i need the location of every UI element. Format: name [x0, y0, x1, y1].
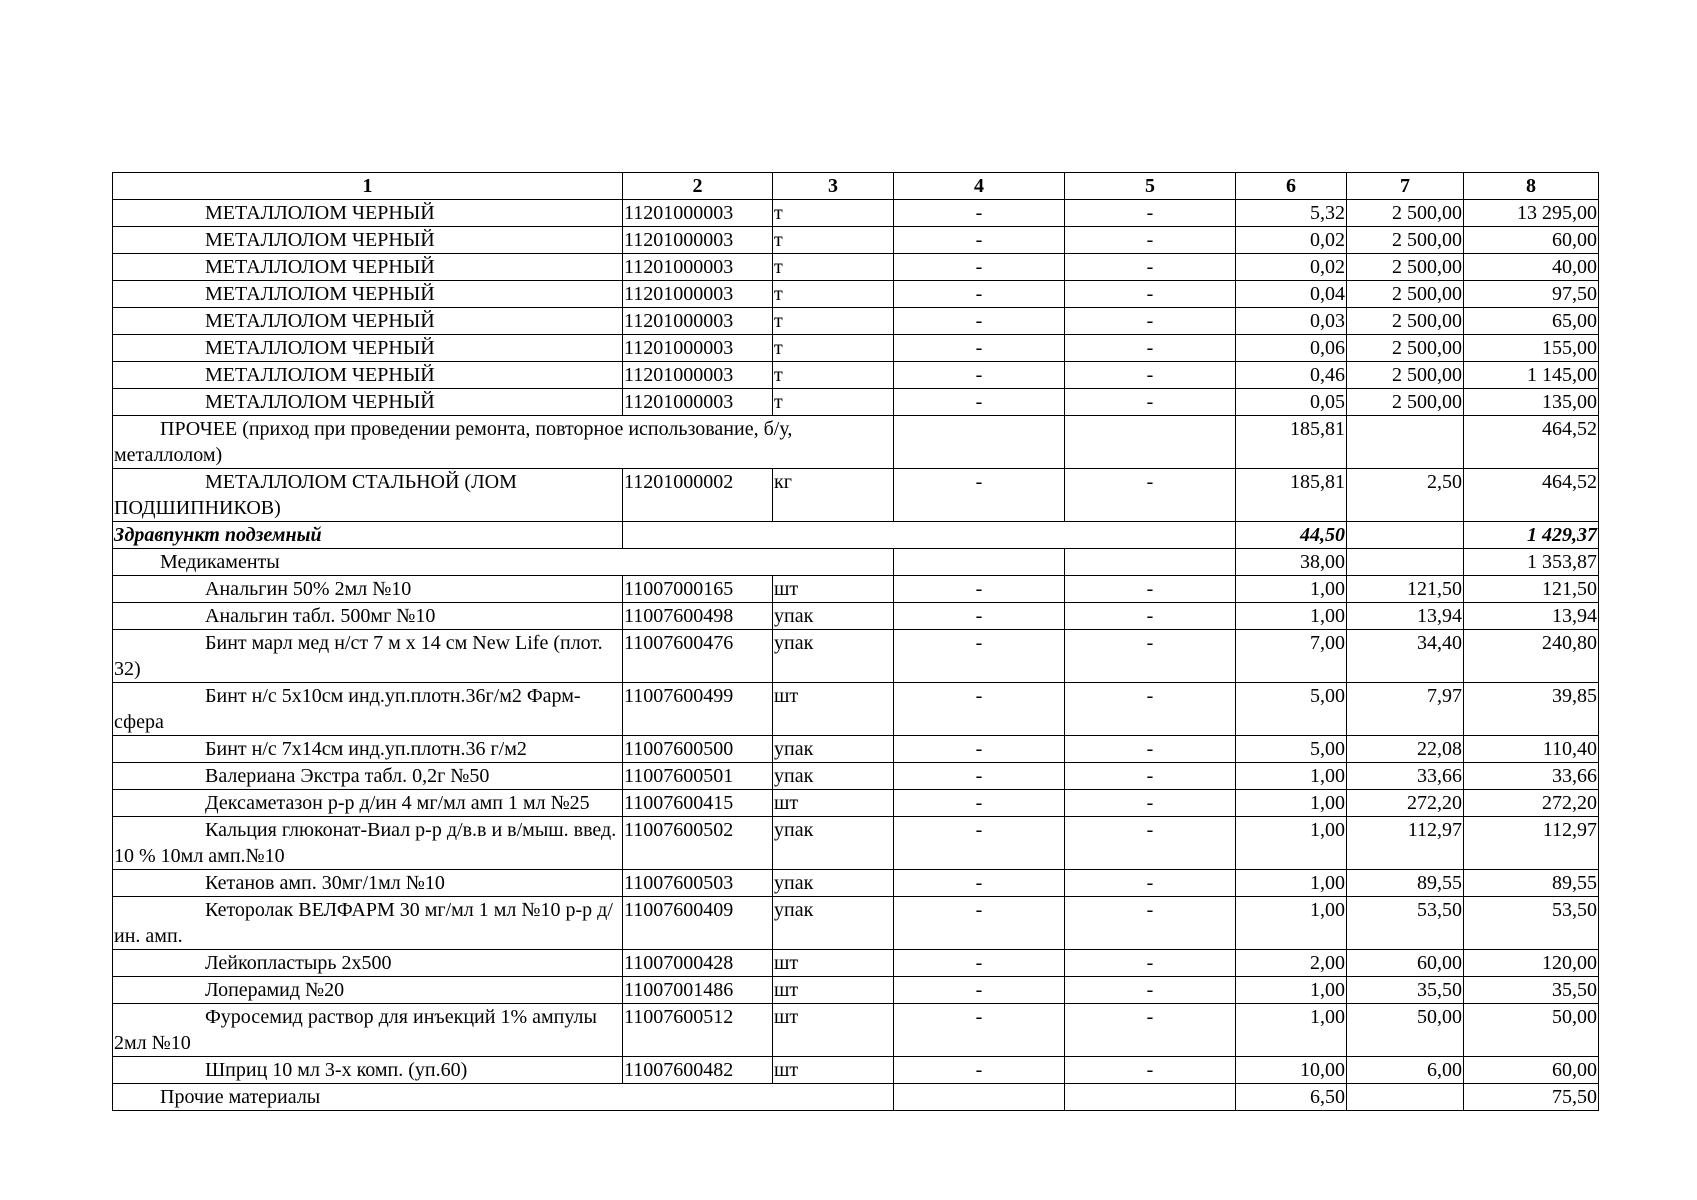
price-cell: 2 500,00 [1347, 254, 1464, 281]
item-unit-cell: шт [773, 1057, 894, 1084]
col5-cell: - [1065, 603, 1236, 630]
quantity-cell: 0,03 [1236, 308, 1347, 335]
item-code-cell: 11007000428 [623, 950, 773, 977]
price-cell: 33,66 [1347, 763, 1464, 790]
sum-cell: 464,52 [1464, 469, 1599, 522]
col4-cell: - [894, 335, 1065, 362]
quantity-cell: 2,00 [1236, 950, 1347, 977]
col4-cell: - [894, 576, 1065, 603]
price-cell: 2 500,00 [1347, 281, 1464, 308]
item-name-cell: Фуросемид раствор для инъекций 1% ампулы 2мл №10 [113, 1004, 623, 1057]
table-row [113, 736, 1599, 763]
price-cell: 89,55 [1347, 870, 1464, 897]
col5-cell: - [1065, 897, 1236, 950]
item-name-cell: Бинт марл мед н/ст 7 м х 14 см New Life (плот. 32) [113, 630, 623, 683]
col5-cell: - [1065, 763, 1236, 790]
item-name-cell: Кальция глюконат-Виал р-р д/в.в и в/мыш. введ. 10 % 10мл амп.№10 [113, 817, 623, 870]
item-name-cell: МЕТАЛЛОЛОМ ЧЕРНЫЙ [113, 389, 623, 416]
item-name-cell: Анальгин 50% 2мл №10 [113, 576, 623, 603]
quantity-cell: 5,00 [1236, 683, 1347, 736]
sum-cell: 60,00 [1464, 227, 1599, 254]
section-blank-cell [623, 522, 1236, 549]
item-name-cell: Кетанов амп. 30мг/1мл №10 [113, 870, 623, 897]
col5-cell: - [1065, 308, 1236, 335]
quantity-cell: 0,46 [1236, 362, 1347, 389]
table-row [113, 281, 1599, 308]
col5-cell: - [1065, 1004, 1236, 1057]
item-code-cell: 11007600415 [623, 790, 773, 817]
item-unit-cell: т [773, 335, 894, 362]
col5-cell: - [1065, 870, 1236, 897]
item-unit-cell: упак [773, 763, 894, 790]
quantity-cell: 1,00 [1236, 817, 1347, 870]
item-name-cell: Бинт н/с 7х14см инд.уп.плотн.36 г/м2 [113, 736, 623, 763]
item-name-cell: Бинт н/с 5х10см инд.уп.плотн.36г/м2 Фарм-сфера [113, 683, 623, 736]
table-row [113, 897, 1599, 950]
col5-cell: - [1065, 389, 1236, 416]
item-code-cell: 11007600409 [623, 897, 773, 950]
item-unit-cell: т [773, 227, 894, 254]
quantity-cell: 1,00 [1236, 576, 1347, 603]
item-code-cell: 11007600476 [623, 630, 773, 683]
table-row [113, 630, 1599, 683]
price-cell: 35,50 [1347, 977, 1464, 1004]
quantity-cell: 1,00 [1236, 870, 1347, 897]
item-name-cell: Дексаметазон р-р д/ин 4 мг/мл амп 1 мл №25 [113, 790, 623, 817]
col4-cell: - [894, 977, 1065, 1004]
table-row [113, 870, 1599, 897]
col4-cell: - [894, 1057, 1065, 1084]
table-row [113, 763, 1599, 790]
item-unit-cell: шт [773, 977, 894, 1004]
sum-cell: 65,00 [1464, 308, 1599, 335]
table-row [113, 576, 1599, 603]
sum-cell: 121,50 [1464, 576, 1599, 603]
table-row [113, 362, 1599, 389]
quantity-cell: 1,00 [1236, 1004, 1347, 1057]
quantity-cell: 44,50 [1236, 522, 1347, 549]
header-cell: 4 [894, 173, 1065, 200]
col4-cell: - [894, 603, 1065, 630]
quantity-cell: 185,81 [1236, 416, 1347, 469]
item-unit-cell: шт [773, 576, 894, 603]
col4-cell: - [894, 736, 1065, 763]
quantity-cell: 1,00 [1236, 763, 1347, 790]
quantity-cell: 0,04 [1236, 281, 1347, 308]
sum-cell: 40,00 [1464, 254, 1599, 281]
price-cell: 2 500,00 [1347, 200, 1464, 227]
header-row [113, 173, 1599, 200]
item-name-cell: Шприц 10 мл 3-х комп. (уп.60) [113, 1057, 623, 1084]
item-code-cell: 11201000002 [623, 469, 773, 522]
price-cell: 34,40 [1347, 630, 1464, 683]
header-cell: 6 [1236, 173, 1347, 200]
col5-cell: - [1065, 1057, 1236, 1084]
col4-cell: - [894, 790, 1065, 817]
price-cell: 112,97 [1347, 817, 1464, 870]
table-row [113, 308, 1599, 335]
price-cell: 2 500,00 [1347, 308, 1464, 335]
col4-cell: - [894, 389, 1065, 416]
price-cell [1347, 549, 1464, 576]
quantity-cell: 7,00 [1236, 630, 1347, 683]
group-row [113, 1084, 1599, 1111]
sum-cell: 13,94 [1464, 603, 1599, 630]
item-unit-cell: т [773, 200, 894, 227]
price-cell: 2,50 [1347, 469, 1464, 522]
header-cell: 3 [773, 173, 894, 200]
item-code-cell: 11201000003 [623, 254, 773, 281]
table-row [113, 683, 1599, 736]
header-cell: 1 [113, 173, 623, 200]
item-code-cell: 11007001486 [623, 977, 773, 1004]
col5-cell: - [1065, 950, 1236, 977]
sum-cell: 1 429,37 [1464, 522, 1599, 549]
sum-cell: 39,85 [1464, 683, 1599, 736]
table-row [113, 200, 1599, 227]
table-row [113, 603, 1599, 630]
col4-cell: - [894, 897, 1065, 950]
table-row [113, 977, 1599, 1004]
item-unit-cell: кг [773, 469, 894, 522]
price-cell [1347, 522, 1464, 549]
sum-cell: 1 353,87 [1464, 549, 1599, 576]
item-code-cell: 11007600498 [623, 603, 773, 630]
price-cell: 2 500,00 [1347, 227, 1464, 254]
item-code-cell: 11201000003 [623, 227, 773, 254]
table-row [113, 389, 1599, 416]
price-cell: 53,50 [1347, 897, 1464, 950]
quantity-cell: 1,00 [1236, 897, 1347, 950]
item-unit-cell: упак [773, 817, 894, 870]
item-unit-cell: упак [773, 870, 894, 897]
quantity-cell: 0,02 [1236, 227, 1347, 254]
col5-cell: - [1065, 200, 1236, 227]
item-code-cell: 11201000003 [623, 389, 773, 416]
col5-cell: - [1065, 227, 1236, 254]
table-row [113, 254, 1599, 281]
quantity-cell: 1,00 [1236, 790, 1347, 817]
group-row [113, 416, 1599, 469]
col4-cell: - [894, 763, 1065, 790]
table-row [113, 227, 1599, 254]
col5-cell: - [1065, 254, 1236, 281]
quantity-cell: 10,00 [1236, 1057, 1347, 1084]
item-unit-cell: упак [773, 736, 894, 763]
item-unit-cell: т [773, 362, 894, 389]
price-cell: 7,97 [1347, 683, 1464, 736]
group-row [113, 549, 1599, 576]
header-cell: 2 [623, 173, 773, 200]
sum-cell: 464,52 [1464, 416, 1599, 469]
sum-cell: 35,50 [1464, 977, 1599, 1004]
price-cell: 13,94 [1347, 603, 1464, 630]
quantity-cell: 1,00 [1236, 603, 1347, 630]
item-name-cell: Кеторолак ВЕЛФАРМ 30 мг/мл 1 мл №10 р-р д/ин. амп. [113, 897, 623, 950]
price-cell: 50,00 [1347, 1004, 1464, 1057]
col5-cell: - [1065, 335, 1236, 362]
item-unit-cell: шт [773, 950, 894, 977]
item-code-cell: 11007600503 [623, 870, 773, 897]
sum-cell: 13 295,00 [1464, 200, 1599, 227]
quantity-cell: 0,05 [1236, 389, 1347, 416]
col5-cell: - [1065, 736, 1236, 763]
table-row [113, 950, 1599, 977]
item-unit-cell: т [773, 308, 894, 335]
col5-cell: - [1065, 790, 1236, 817]
sum-cell: 33,66 [1464, 763, 1599, 790]
col4-cell: - [894, 683, 1065, 736]
table-row [113, 1057, 1599, 1084]
price-cell: 272,20 [1347, 790, 1464, 817]
table-row [113, 790, 1599, 817]
sum-cell: 60,00 [1464, 1057, 1599, 1084]
sum-cell: 272,20 [1464, 790, 1599, 817]
item-code-cell: 11007600499 [623, 683, 773, 736]
quantity-cell: 5,32 [1236, 200, 1347, 227]
price-cell: 121,50 [1347, 576, 1464, 603]
item-unit-cell: упак [773, 897, 894, 950]
col5-cell: - [1065, 817, 1236, 870]
item-name-cell: МЕТАЛЛОЛОМ ЧЕРНЫЙ [113, 200, 623, 227]
section-row [113, 522, 1599, 549]
col5-cell [1065, 416, 1236, 469]
col5-cell [1065, 1084, 1236, 1111]
col4-cell: - [894, 362, 1065, 389]
item-name-cell: МЕТАЛЛОЛОМ ЧЕРНЫЙ [113, 254, 623, 281]
sum-cell: 89,55 [1464, 870, 1599, 897]
price-cell [1347, 416, 1464, 469]
item-name-cell: Лейкопластырь 2х500 [113, 950, 623, 977]
quantity-cell: 6,50 [1236, 1084, 1347, 1111]
table-row [113, 469, 1599, 522]
item-name-cell: МЕТАЛЛОЛОМ ЧЕРНЫЙ [113, 362, 623, 389]
col5-cell: - [1065, 977, 1236, 1004]
item-unit-cell: шт [773, 683, 894, 736]
col4-cell: - [894, 308, 1065, 335]
col4-cell: - [894, 630, 1065, 683]
sum-cell: 112,97 [1464, 817, 1599, 870]
col4-cell: - [894, 950, 1065, 977]
col4-cell: - [894, 281, 1065, 308]
col4-cell [894, 416, 1065, 469]
sum-cell: 155,00 [1464, 335, 1599, 362]
item-name-cell: Лоперамид №20 [113, 977, 623, 1004]
col4-cell: - [894, 200, 1065, 227]
group-name-cell: Прочие материалы [113, 1084, 894, 1111]
price-cell: 2 500,00 [1347, 389, 1464, 416]
group-name-cell: Медикаменты [113, 549, 894, 576]
sum-cell: 75,50 [1464, 1084, 1599, 1111]
price-cell: 2 500,00 [1347, 335, 1464, 362]
quantity-cell: 5,00 [1236, 736, 1347, 763]
item-code-cell: 11201000003 [623, 362, 773, 389]
price-cell: 2 500,00 [1347, 362, 1464, 389]
price-cell: 6,00 [1347, 1057, 1464, 1084]
item-code-cell: 11007000165 [623, 576, 773, 603]
item-name-cell: МЕТАЛЛОЛОМ ЧЕРНЫЙ [113, 281, 623, 308]
sum-cell: 135,00 [1464, 389, 1599, 416]
col5-cell: - [1065, 630, 1236, 683]
header-cell: 7 [1347, 173, 1464, 200]
col4-cell: - [894, 817, 1065, 870]
col4-cell [894, 549, 1065, 576]
col5-cell [1065, 549, 1236, 576]
col4-cell: - [894, 1004, 1065, 1057]
price-cell [1347, 1084, 1464, 1111]
item-name-cell: Анальгин табл. 500мг №10 [113, 603, 623, 630]
sum-cell: 240,80 [1464, 630, 1599, 683]
item-name-cell: МЕТАЛЛОЛОМ ЧЕРНЫЙ [113, 335, 623, 362]
item-name-cell: МЕТАЛЛОЛОМ СТАЛЬНОЙ (ЛОМ ПОДШИПНИКОВ) [113, 469, 623, 522]
header-cell: 8 [1464, 173, 1599, 200]
col5-cell: - [1065, 281, 1236, 308]
sum-cell: 97,50 [1464, 281, 1599, 308]
item-unit-cell: шт [773, 1004, 894, 1057]
item-code-cell: 11201000003 [623, 200, 773, 227]
item-name-cell: МЕТАЛЛОЛОМ ЧЕРНЫЙ [113, 227, 623, 254]
item-code-cell: 11007600512 [623, 1004, 773, 1057]
sum-cell: 50,00 [1464, 1004, 1599, 1057]
item-code-cell: 11201000003 [623, 335, 773, 362]
materials-table [112, 172, 1599, 1111]
item-unit-cell: упак [773, 603, 894, 630]
item-code-cell: 11007600502 [623, 817, 773, 870]
item-name-cell: Валериана Экстра табл. 0,2г №50 [113, 763, 623, 790]
table-row [113, 335, 1599, 362]
item-unit-cell: шт [773, 790, 894, 817]
item-name-cell: МЕТАЛЛОЛОМ ЧЕРНЫЙ [113, 308, 623, 335]
price-cell: 22,08 [1347, 736, 1464, 763]
col4-cell: - [894, 254, 1065, 281]
col4-cell: - [894, 469, 1065, 522]
col4-cell: - [894, 870, 1065, 897]
section-name-cell: Здравпункт подземный [113, 522, 623, 549]
sum-cell: 110,40 [1464, 736, 1599, 763]
header-cell: 5 [1065, 173, 1236, 200]
item-code-cell: 11007600482 [623, 1057, 773, 1084]
price-cell: 60,00 [1347, 950, 1464, 977]
item-code-cell: 11007600501 [623, 763, 773, 790]
group-name-cell: ПРОЧЕЕ (приход при проведении ремонта, повторное использование, б/у, металлолом) [113, 416, 894, 469]
col5-cell: - [1065, 469, 1236, 522]
sum-cell: 1 145,00 [1464, 362, 1599, 389]
item-code-cell: 11007600500 [623, 736, 773, 763]
table-row [113, 1004, 1599, 1057]
sum-cell: 120,00 [1464, 950, 1599, 977]
item-code-cell: 11201000003 [623, 308, 773, 335]
col4-cell: - [894, 227, 1065, 254]
quantity-cell: 185,81 [1236, 469, 1347, 522]
item-unit-cell: т [773, 389, 894, 416]
quantity-cell: 1,00 [1236, 977, 1347, 1004]
table-row [113, 817, 1599, 870]
item-unit-cell: упак [773, 630, 894, 683]
quantity-cell: 0,02 [1236, 254, 1347, 281]
quantity-cell: 0,06 [1236, 335, 1347, 362]
col4-cell [894, 1084, 1065, 1111]
item-code-cell: 11201000003 [623, 281, 773, 308]
quantity-cell: 38,00 [1236, 549, 1347, 576]
col5-cell: - [1065, 362, 1236, 389]
table-body [113, 200, 1599, 1111]
item-unit-cell: т [773, 254, 894, 281]
item-unit-cell: т [773, 281, 894, 308]
col5-cell: - [1065, 576, 1236, 603]
col5-cell: - [1065, 683, 1236, 736]
sum-cell: 53,50 [1464, 897, 1599, 950]
